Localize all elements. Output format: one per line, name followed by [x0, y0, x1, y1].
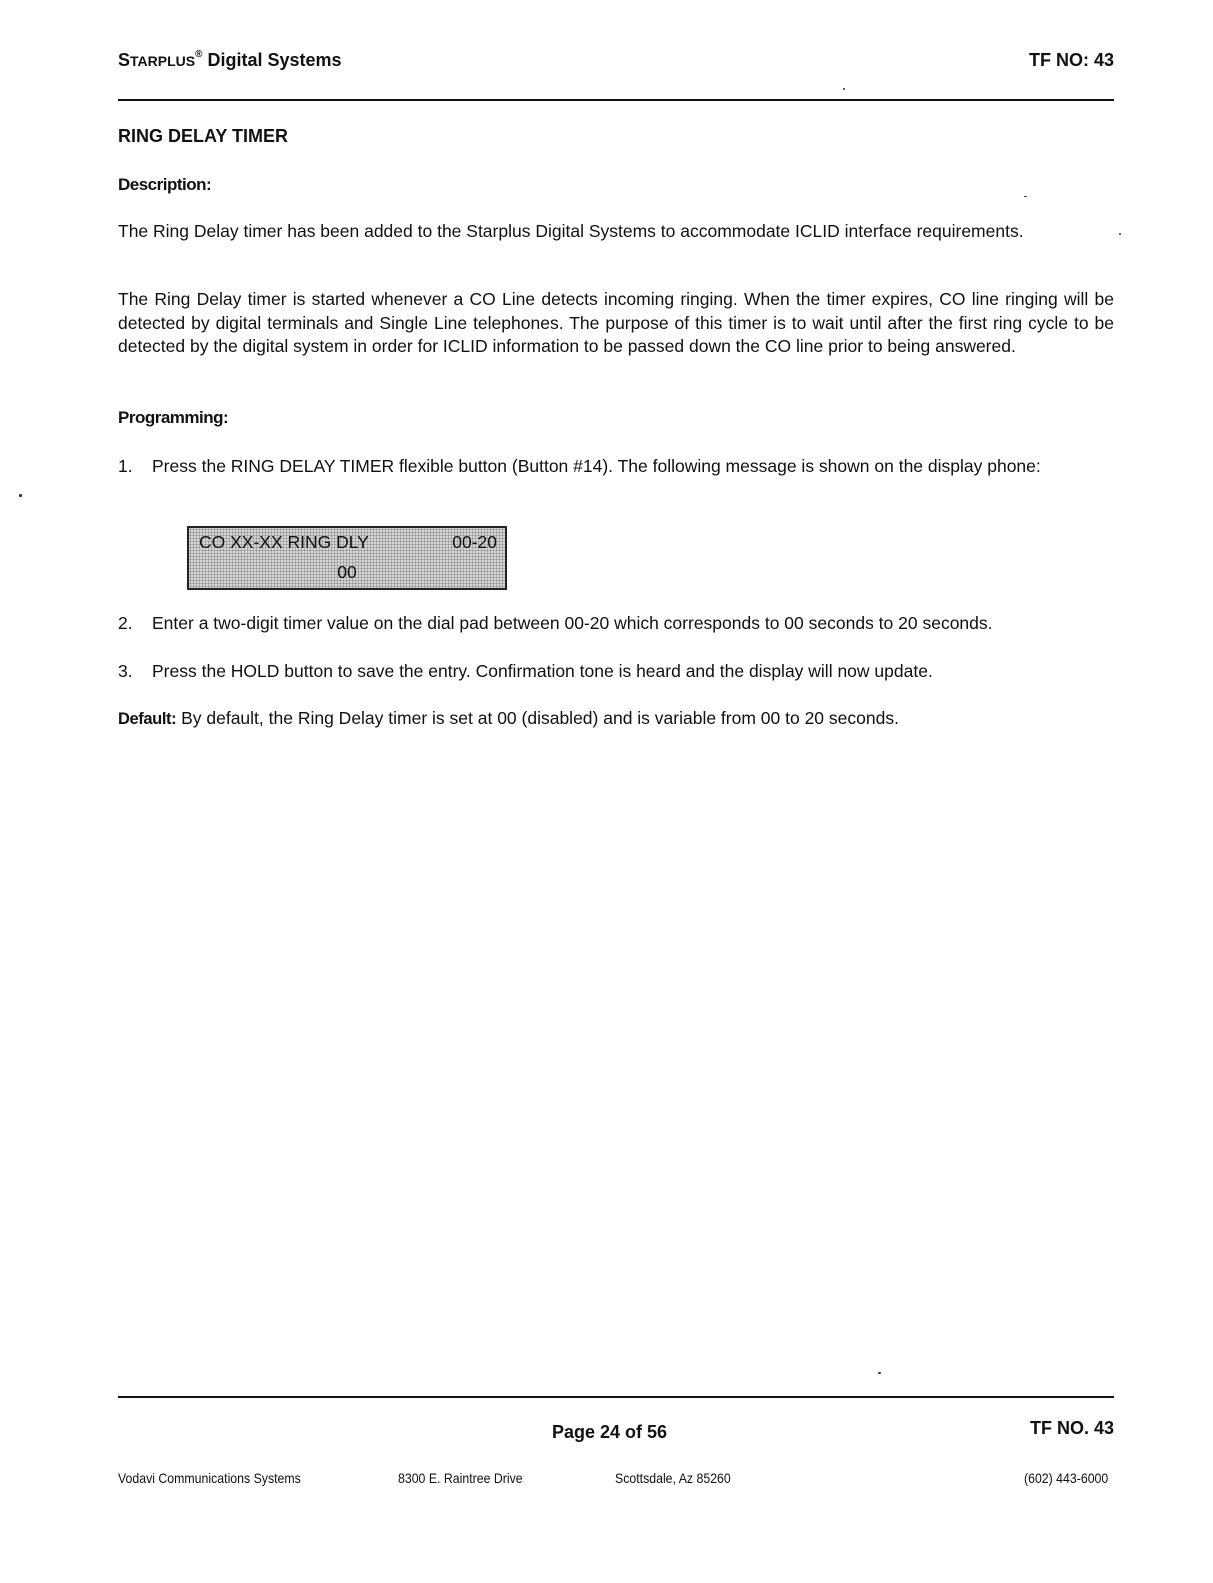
section-title: RING DELAY TIMER [118, 126, 289, 146]
tf-number-footer: TF NO. 43 [1029, 1418, 1114, 1438]
description-paragraph-2: The Ring Delay timer is started whenever a CO Line detects incoming ringing. When the timer expires, CO line ringing will be detected by digital terminals and Single Line telephones. The purpose of this timer is to wait until after the first ring cycle to be detected by the digital system in order for ICLID information to be passed down the CO line prior to being answered. [118, 289, 1114, 356]
scan-speck [1119, 233, 1121, 235]
lcd-line1-left: CO XX-XX RING DLY [199, 532, 369, 552]
step-number: 2. [118, 613, 133, 633]
programming-heading: Programming: [118, 408, 229, 427]
brand-small-caps: TARPLUS [130, 53, 196, 69]
step-3 [118, 659, 1114, 683]
footer-city: Scottsdale, Az 85260 [615, 1470, 731, 1486]
footer-address: 8300 E. Raintree Drive [398, 1470, 523, 1486]
display-phone-lcd [187, 526, 507, 590]
step-text: Press the RING DELAY TIMER flexible button (Button #14). The following message is shown on the display phone: [152, 456, 1041, 476]
page-header [118, 50, 1114, 78]
tf-number-header: TF NO: 43 [1028, 50, 1114, 70]
step-2 [118, 611, 1114, 635]
scan-speck [1024, 196, 1027, 197]
description-heading: Description: [118, 175, 212, 194]
footer-divider [118, 1396, 1114, 1398]
step-number: 3. [118, 661, 133, 681]
lcd-line1-right: 00-20 [452, 532, 497, 552]
header-divider [118, 99, 1114, 101]
description-paragraph-1: The Ring Delay timer has been added to the Starplus Digital Systems to accommodate ICLID interface requirements. [118, 221, 1024, 241]
brand-rest: Digital Systems [202, 50, 342, 70]
step-text: Press the HOLD button to save the entry. Confirmation tone is heard and the display will now update. [152, 661, 933, 681]
default-text: By default, the Ring Delay timer is set at 00 (disabled) and is variable from 00 to 20 seconds. [176, 708, 899, 728]
lcd-line2: 00 [337, 562, 357, 582]
default-note [118, 708, 899, 729]
step-text: Enter a two-digit timer value on the dial pad between 00-20 which corresponds to 00 seconds to 20 seconds. [152, 613, 993, 633]
brand-initial: S [118, 50, 131, 70]
brand-title [118, 50, 342, 71]
footer-phone: (602) 443-6000 [1024, 1470, 1109, 1486]
scan-speck [878, 1372, 881, 1374]
scan-speck [843, 88, 845, 90]
footer-company: Vodavi Communications Systems [118, 1470, 301, 1486]
step-1 [118, 454, 1114, 478]
default-label: Default: [118, 710, 177, 728]
step-number: 1. [118, 456, 133, 476]
registered-mark: ® [195, 49, 203, 60]
scan-speck [19, 494, 22, 497]
page-number: Page 24 of 56 [552, 1422, 668, 1442]
